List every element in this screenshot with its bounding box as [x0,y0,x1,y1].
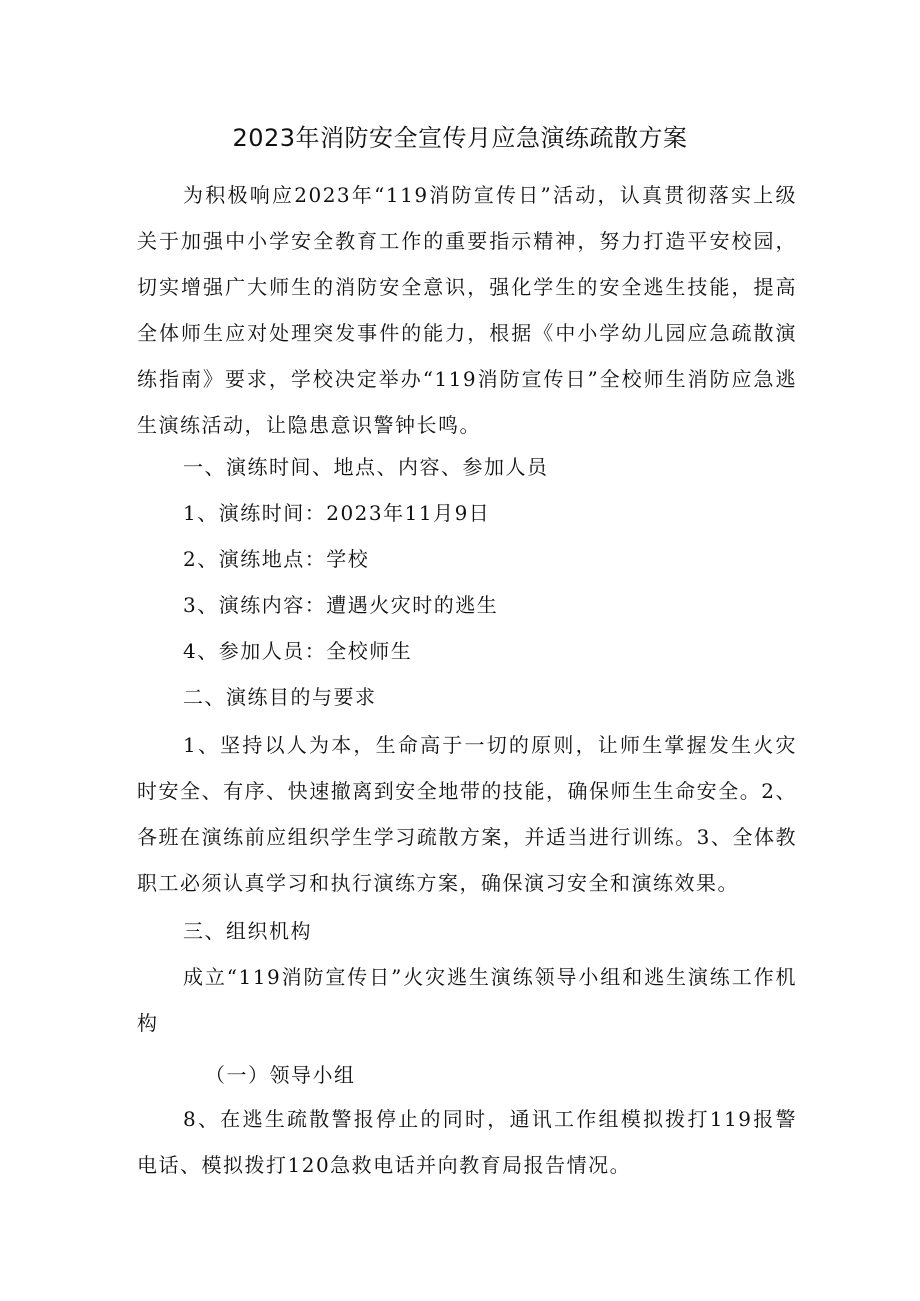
section2-heading: 二、演练目的与要求 [183,685,377,709]
item-drill-time: 1、演练时间：2023年11月9日 [183,501,491,525]
section3-heading: 三、组织机构 [183,919,312,943]
intro-paragraph: 为积极响应2023年“119消防宣传日”活动，认真贯彻落实上级关于加强中小学安全教育工作的重要指示精神，努力打造平安校园，切实增强广大师生的消防安全意识，强化学生的安全逃生技能，提高全体师生应对处理突发事件的能力，根据《中小学幼儿园应急疏散演练指南》要求，学校决定举办“119消防宣传日”全校师生消防应急逃生演练活动，让隐患意识警钟长鸣。 [137,183,797,437]
section3-body: 成立“119消防宣传日”火灾逃生演练领导小组和逃生演练工作机构 [137,965,797,1035]
section1-heading: 一、演练时间、地点、内容、参加人员 [183,455,549,479]
item-drill-content: 3、演练内容：遭遇火灾时的逃生 [183,593,499,617]
item-participants: 4、参加人员：全校师生 [183,639,413,663]
item-alarm-call: 8、在逃生疏散警报停止的同时，通讯工作组模拟拨打119报警电话、模拟拨打120急救电话并向教育局报告情况。 [137,1107,797,1177]
subsection1-heading: （一）领导小组 [205,1063,356,1087]
document-title: 2023年消防安全宣传月应急演练疏散方案 [232,124,688,152]
section2-body: 1、坚持以人为本，生命高于一切的原则，让师生掌握发生火灾时安全、有序、快速撤离到安全地带的技能，确保师生生命安全。2、各班在演练前应组织学生学习疏散方案，并适当进行训练。3、全体教职工必须认真学习和执行演练方案，确保演习安全和演练效果。 [137,733,797,895]
item-drill-location: 2、演练地点：学校 [183,547,370,571]
